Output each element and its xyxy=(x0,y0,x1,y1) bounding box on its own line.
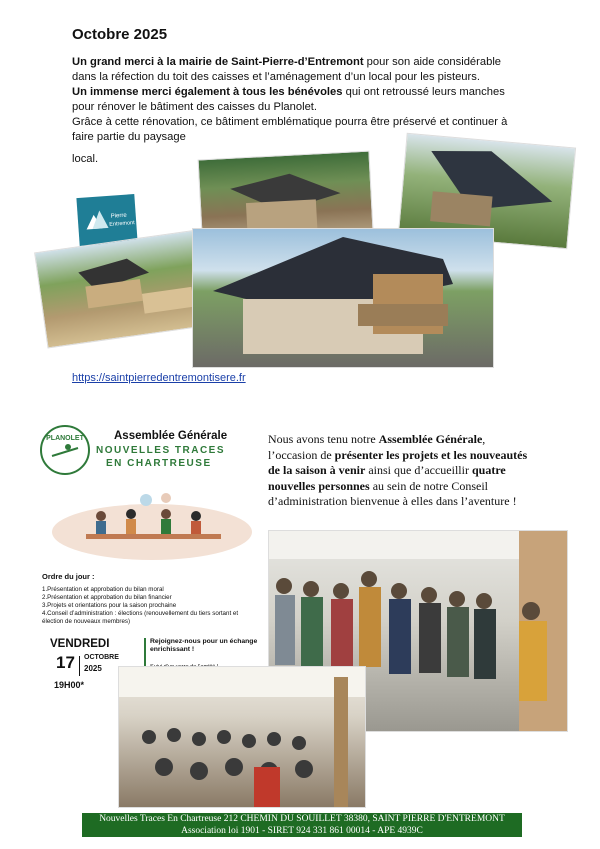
agenda-title: Ordre du jour : xyxy=(42,572,95,581)
intro-p2-rest: qui ont retroussé leurs manches pour rénover le bâtiment des caisses du Planolet. xyxy=(72,86,505,113)
poster-year: 2025 xyxy=(84,664,102,673)
ag-text-c: , l’occasion de xyxy=(268,432,486,462)
agenda-list xyxy=(42,586,252,626)
intro-p1-bold: Un grand merci à la mairie de Saint-Pierre-d’Entremont xyxy=(72,56,364,68)
svg-text:Pierre: Pierre xyxy=(110,212,127,220)
footer-line1: Nouvelles Traces En Chartreuse 212 CHEMIN DU SOUILLET 38380, SAINT PIERRE D'ENTREMONT xyxy=(99,814,505,824)
photo-renovated-building xyxy=(192,228,494,368)
poster-invite: Rejoignez-nous pour un échange enrichissant ! xyxy=(150,638,258,653)
intro-text xyxy=(72,55,527,145)
website-link[interactable]: https://saintpierredentremontisere.fr xyxy=(72,372,246,384)
planolet-logo xyxy=(40,425,90,475)
poster-day: VENDREDI xyxy=(50,638,110,650)
intro-p1-rest: pour son aide considérable dans la réfection du toit des caisses et l’aménagement d’un local pour les pisteurs. xyxy=(72,56,502,83)
agenda-item: 1.Présentation et approbation du bilan moral xyxy=(42,586,164,593)
footer xyxy=(82,813,522,837)
page-title: Octobre 2025 xyxy=(72,26,168,43)
poster-sub2: EN CHARTREUSE xyxy=(106,458,212,469)
planolet-logo-text: PLANOLET xyxy=(46,435,84,442)
intro-p3: Grâce à cette rénovation, ce bâtiment emblématique pourra être préservé et continuer à faire partie du paysage xyxy=(72,116,508,143)
poster-sub1: NOUVELLES TRACES xyxy=(96,445,226,456)
ag-text-f: quatre nouvelles personnes xyxy=(268,463,506,493)
photo-assembly-room xyxy=(118,666,366,808)
meeting-illustration xyxy=(46,492,258,562)
ag-text-e: ainsi que d’accueillir xyxy=(365,463,472,477)
poster-month: OCTOBRE xyxy=(84,654,119,661)
ag-text-d: présenter les projets et les nouveautés de la saison à venir xyxy=(268,447,528,477)
agenda-item: 2.Présentation et approbation du bilan financier xyxy=(42,594,172,601)
intro-p3-end: local. xyxy=(72,153,99,165)
ski-icon xyxy=(50,442,80,460)
poster-date: 17 xyxy=(56,653,75,672)
footer-line2: Association loi 1901 - SIRET 924 331 861 00014 - APE 4939C xyxy=(181,826,423,836)
ag-text-a: Nous avons tenu notre xyxy=(268,432,379,446)
date-divider xyxy=(79,656,80,676)
agenda-item: 3.Projets et orientations pour la saison prochaine xyxy=(42,602,177,609)
poster-time: 19H00* xyxy=(54,680,85,690)
poster-heading: Assemblée Générale xyxy=(114,430,228,442)
photo-wood-planks xyxy=(34,229,218,349)
intro-p2-bold: Un immense merci également à tous les bénévoles xyxy=(72,86,343,98)
ag-text xyxy=(268,432,533,510)
ag-text-g: au sein de notre Conseil d’administration bienvenue à elles dans l’aventure ! xyxy=(268,478,517,508)
ag-text-b: Assemblée Générale xyxy=(378,432,483,446)
agenda-item: 4.Conseil d’administration : élections (renouvellement du tiers sortant et élection de nouveaux membres) xyxy=(42,610,239,625)
svg-text:Entremont: Entremont xyxy=(109,220,135,228)
